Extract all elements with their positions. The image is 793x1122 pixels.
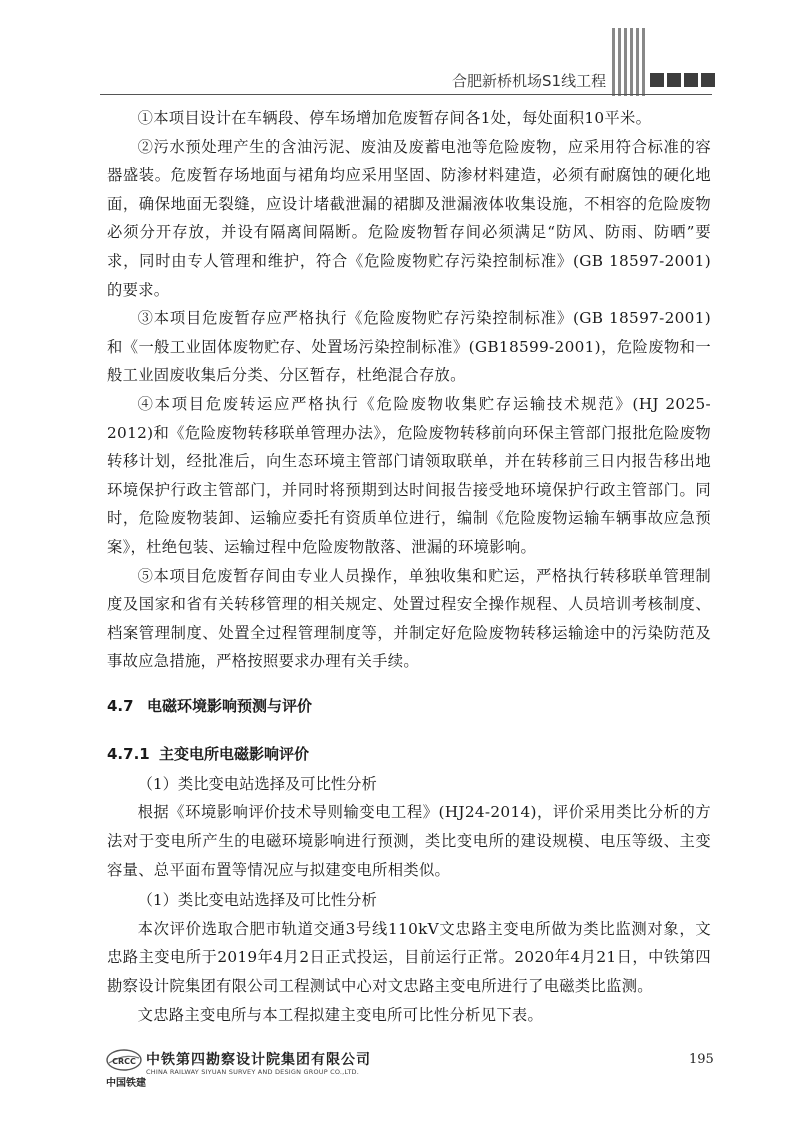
paragraph-1: ①本项目设计在车辆段、停车场增加危废暂存间各1处，每处面积10平米。 — [137, 109, 652, 127]
logo-text: CRCC — [112, 1057, 136, 1066]
footer-company-name-en: CHINA RAILWAY SIYUAN SURVEY AND DESIGN GROUP CO.,LTD. — [146, 1068, 359, 1076]
subheading-2: （1）类比变电站选择及可比性分析 — [137, 891, 377, 910]
header-rule — [100, 94, 712, 95]
paragraph-2: ②污水预处理产生的含油污泥、废油及废蓄电池等危险废物，应采用符合标准的容器盛装。危废暂存场地面与裙角均应采用坚固、防渗材料建造，必须有耐腐蚀的硬化地面，确保地面无裂缝，应设计堵截泄漏的裙脚及泄漏液体收集设施，不相容的危险废物必须分开存放，并设有隔离间隔断。危险废物暂存间必须满足“防风、防雨、防晒”要求，同时由专人管理和维护，符合《危险废物贮存污染控制标准》(GB 18597-2001)的要求。 — [107, 137, 711, 299]
header-title: 合肥新桥机场S1线工程 — [452, 72, 607, 90]
section-number: 4.7 — [107, 696, 134, 715]
paragraph-table-intro: 文忠路主变电所与本工程拟建主变电所可比性分析见下表。 — [137, 1005, 544, 1024]
paragraph-method: 根据《环境影响评价技术导则输变电工程》(HJ24-2014)，评价采用类比分析的方法对于变电所产生的电磁环境影响进行预测，类比变电所的建设规模、电压等级、主变容量、总平面布置等情况应与拟建变电所相类似。 — [107, 803, 711, 879]
header-decorative-squares — [650, 73, 715, 87]
subheading-1: （1）类比变电站选择及可比性分析 — [137, 774, 377, 793]
footer-company-name: 中铁第四勘察设计院集团有限公司 — [146, 1052, 371, 1068]
page-content — [107, 104, 711, 1029]
subsection-heading-4-7-1 — [107, 740, 711, 768]
footer-brand: 中国铁建 — [106, 1078, 146, 1089]
subsection-title: 主变电所电磁影响评价 — [159, 744, 310, 763]
company-logo-icon — [106, 1049, 142, 1071]
header-decorative-bars — [612, 28, 648, 96]
section-heading-4-7 — [107, 692, 711, 720]
paragraph-4: ④本项目危废转运应严格执行《危险废物收集贮存运输技术规范》(HJ 2025-2012)和《危险废物转移联单管理办法》，危险废物转移前向环保主管部门报批危险废物转移计划，经批准后，向生态环境主管部门请领取联单，并在转移前三日内报告移出地环境保护行政主管部门，并同时将预期到达时间报告接受地环境保护行政主管部门。同时，危险废物装卸、运输应委托有资质单位进行，编制《危险废物运输车辆事故应急预案》，杜绝包装、运输过程中危险废物散落、泄漏的环境影响。 — [107, 394, 711, 556]
page-number: 195 — [689, 1052, 714, 1067]
paragraph-selection: 本次评价选取合肥市轨道交通3号线110kV文忠路主变电所做为类比监测对象，文忠路主变电所于2019年4月2日正式投运，目前运行正常。2020年4月21日，中铁第四勘察设计院集团有限公司工程测试中心对文忠路主变电所进行了电磁类比监测。 — [107, 919, 711, 996]
section-title: 电磁环境影响预测与评价 — [147, 696, 313, 715]
subsection-number: 4.7.1 — [107, 744, 150, 763]
paragraph-5: ⑤本项目危废暂存间由专业人员操作，单独收集和贮运，严格执行转移联单管理制度及国家和省有关转移管理的相关规定、处置过程安全操作规程、人员培训考核制度、档案管理制度、处置全过程管理制度等，并制定好危险废物转移运输途中的污染防范及事故应急措施，严格按照要求办理有关手续。 — [107, 566, 711, 671]
paragraph-3: ③本项目危废暂存应严格执行《危险废物贮存污染控制标准》(GB 18597-2001)和《一般工业固体废物贮存、处置场污染控制标准》(GB18599-2001)，危险废物和一般工业固废收集后分类、分区暂存，杜绝混合存放。 — [107, 309, 711, 385]
